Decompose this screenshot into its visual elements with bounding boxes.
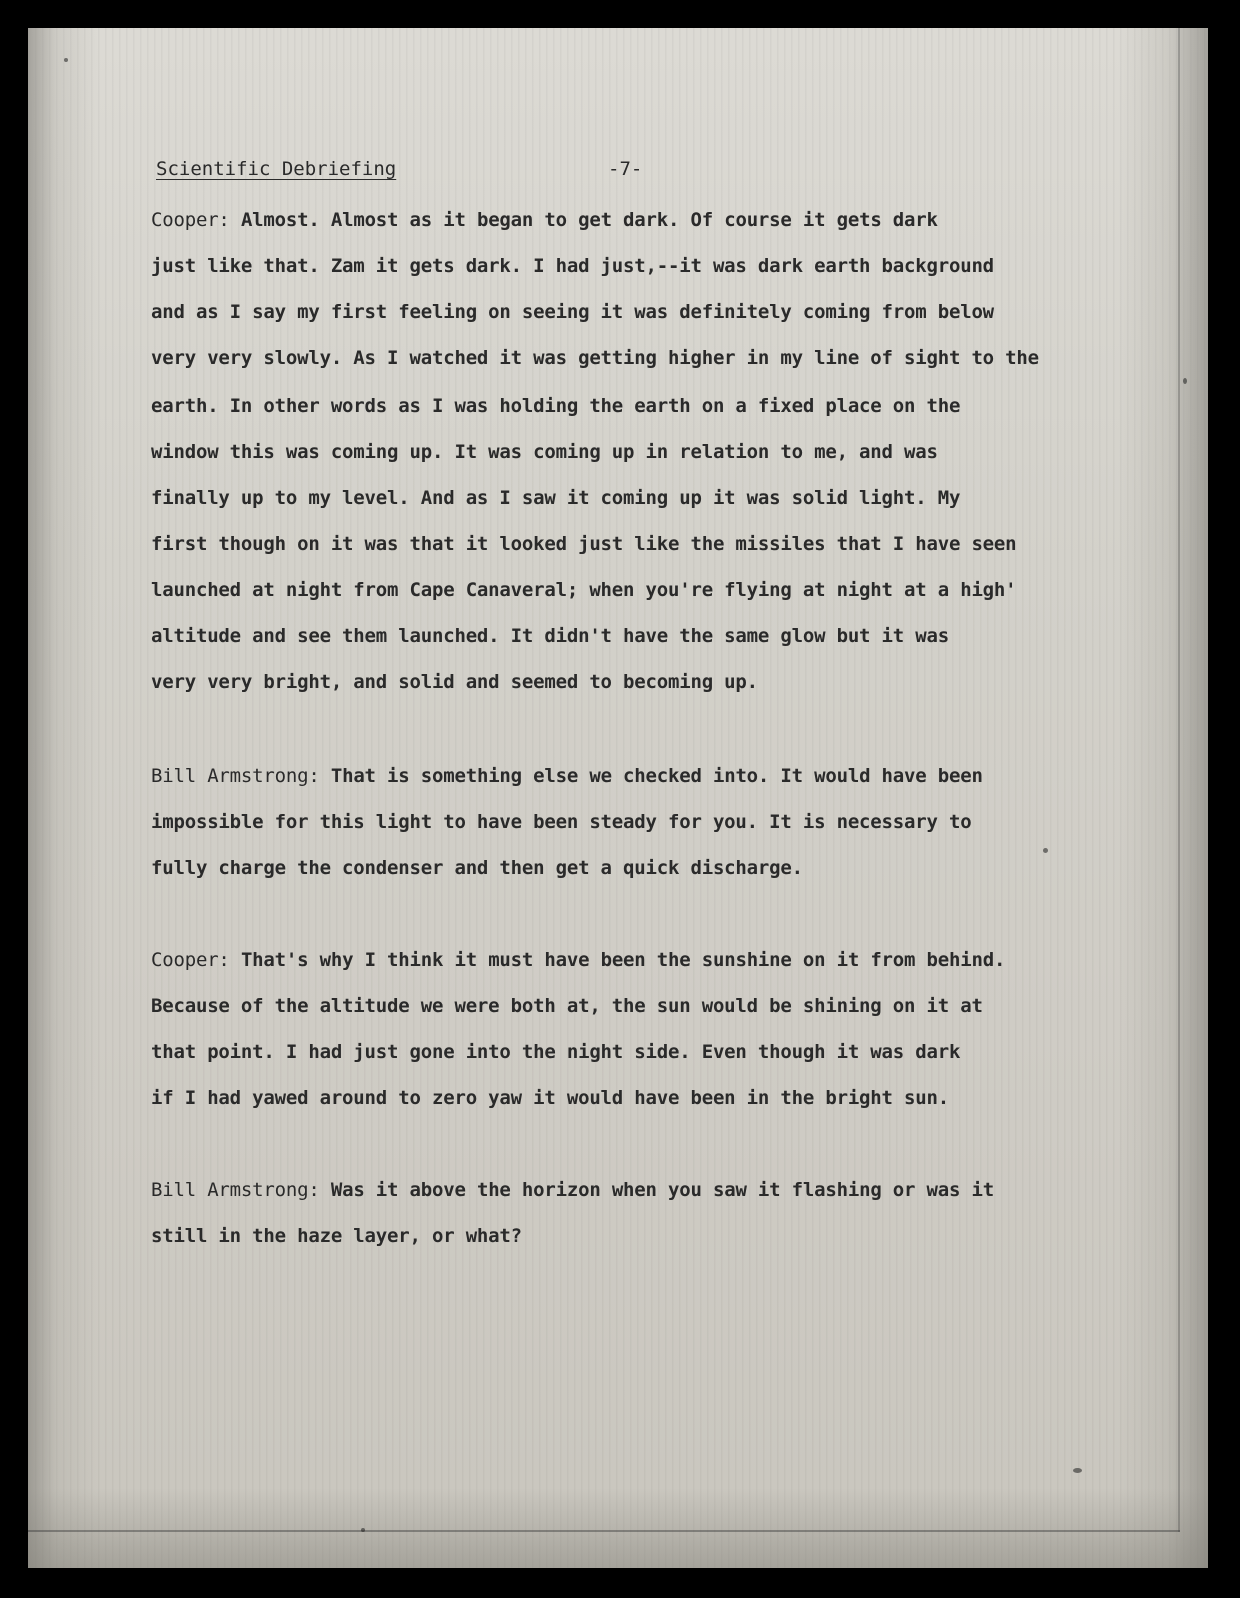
document-text: [28, 28, 1208, 1568]
page-number: -7-: [608, 158, 643, 180]
text-line: fully charge the condenser and then get a quick discharge.: [151, 857, 803, 879]
text-line: still in the haze layer, or what?: [151, 1225, 522, 1247]
text-line: [151, 206, 938, 234]
text-line: just like that. Zam it gets dark. I had just,--it was dark earth background: [151, 255, 994, 277]
line-text: Almost. Almost as it began to get dark. Of course it gets dark: [240, 209, 938, 231]
text-line: [151, 946, 1005, 974]
line-text: That is something else we checked into. It would have been: [330, 765, 983, 787]
speaker-label: Cooper:: [151, 949, 230, 971]
speaker-label: Cooper:: [151, 209, 230, 231]
text-line: very very slowly. As I watched it was getting higher in my line of sight to the: [151, 347, 1039, 369]
document-page: [28, 28, 1208, 1568]
text-line: and as I say my first feeling on seeing it was definitely coming from below: [151, 301, 994, 323]
document-title: Scientific Debriefing: [156, 158, 397, 180]
page-header: [156, 158, 716, 188]
text-line: that point. I had just gone into the night side. Even though it was dark: [151, 1041, 961, 1063]
text-line: finally up to my level. And as I saw it coming up it was solid light. My: [151, 487, 961, 509]
speaker-label: Bill Armstrong:: [151, 765, 320, 787]
text-line: earth. In other words as I was holding the earth on a fixed place on the: [151, 395, 961, 417]
text-line: if I had yawed around to zero yaw it would have been in the bright sun.: [151, 1087, 949, 1109]
text-line: launched at night from Cape Canaveral; when you're flying at night at a high': [151, 579, 1017, 601]
line-text: Was it above the horizon when you saw it flashing or was it: [330, 1179, 994, 1201]
text-line: very very bright, and solid and seemed to becoming up.: [151, 671, 758, 693]
text-line: impossible for this light to have been steady for you. It is necessary to: [151, 811, 972, 833]
text-line: first though on it was that it looked just like the missiles that I have seen: [151, 533, 1017, 555]
speaker-label: Bill Armstrong:: [151, 1179, 320, 1201]
line-text: That's why I think it must have been the sunshine on it from behind.: [240, 949, 1006, 971]
text-line: Because of the altitude we were both at, the sun would be shining on it at: [151, 995, 983, 1017]
text-line: [151, 1176, 994, 1204]
text-line: altitude and see them launched. It didn't have the same glow but it was: [151, 625, 949, 647]
text-line: window this was coming up. It was coming up in relation to me, and was: [151, 441, 938, 463]
text-line: [151, 762, 983, 790]
